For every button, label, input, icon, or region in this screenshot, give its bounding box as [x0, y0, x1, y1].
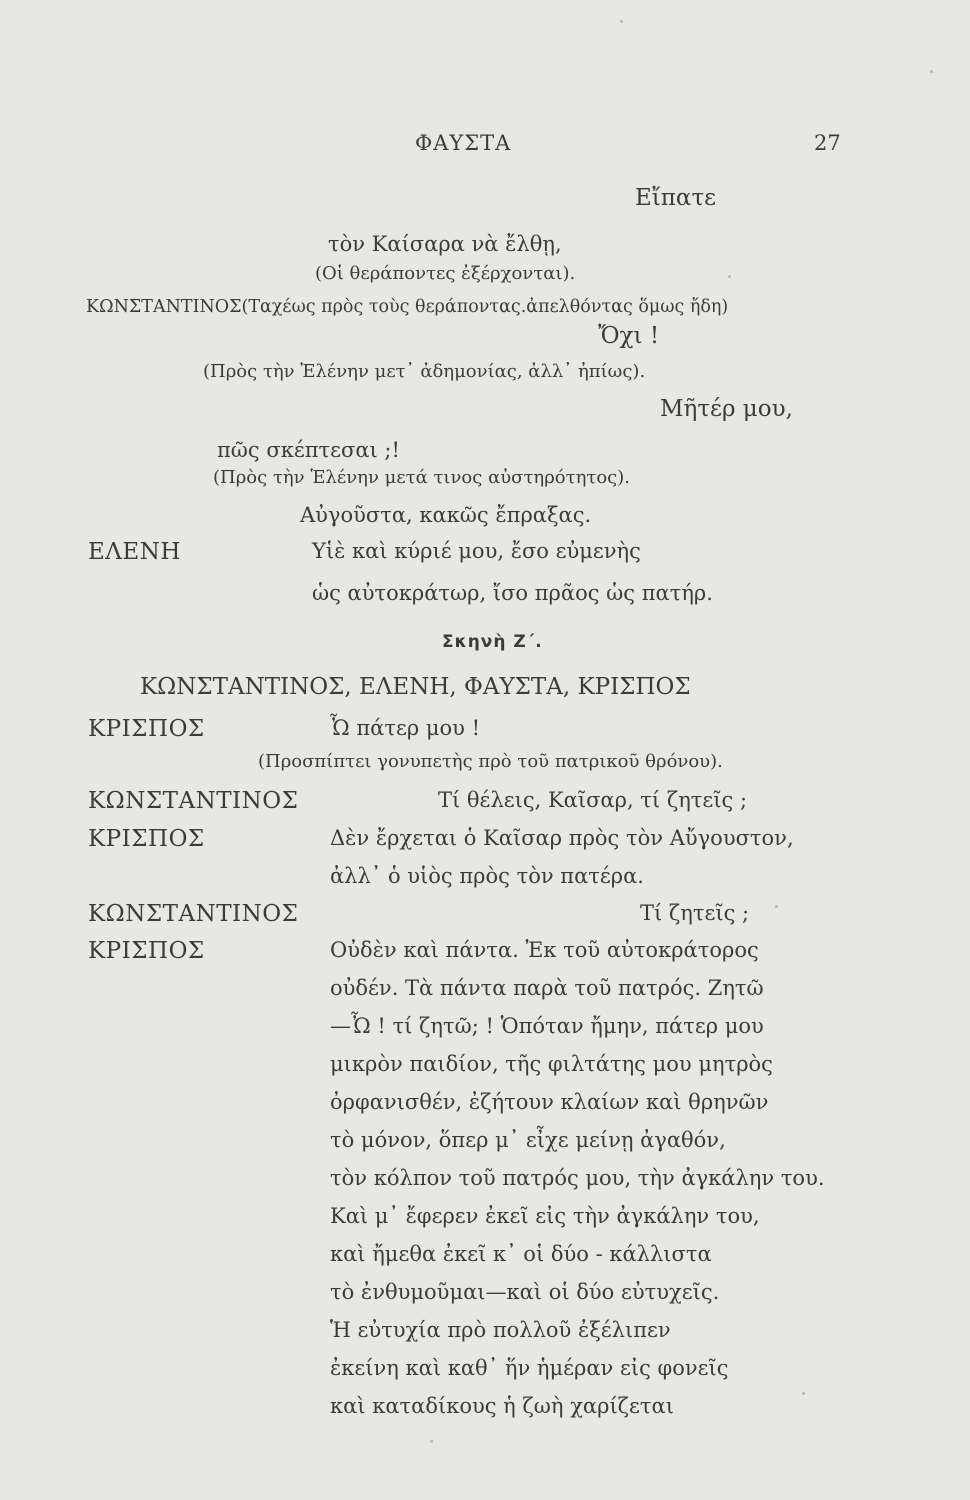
verse-line: τὸν κόλπον τοῦ πατρός μου, τὴν ἀγκάλην του. — [330, 1166, 825, 1190]
verse-line: οὐδέν. Τὰ πάντα παρὰ τοῦ πατρός. Ζητῶ — [330, 976, 764, 1000]
verse-line: τὸ ἐνθυμοῦμαι—καὶ οἱ δύο εὐτυχεῖς. — [330, 1280, 720, 1304]
speaker-name: ΚΩΝΣΤΑΝΤΙΝΟΣ — [88, 788, 299, 814]
paper-speck — [728, 275, 731, 278]
verse-line: Καὶ μ᾽ ἔφερεν ἐκεῖ εἰς τὴν ἀγκάλην του, — [330, 1204, 760, 1228]
verse-line: ὀρφανισθέν, ἐζήτουν κλαίων καὶ θρηνῶν — [330, 1090, 769, 1114]
character-list: ΚΩΝΣΤΑΝΤΙΝΟΣ, ΕΛΕΝΗ, ΦΑΥΣΤΑ, ΚΡΙΣΠΟΣ — [140, 674, 691, 700]
running-title: ΦΑΥΣΤΑ — [415, 131, 512, 155]
verse-line: ἐκείνη καὶ καθ᾽ ἥν ἡμέραν εἰς φονεῖς — [330, 1356, 729, 1380]
verse-line: ὡς αὐτοκράτωρ, ἴσο πρᾶος ὡς πατήρ. — [312, 581, 713, 605]
speaker-name: ΚΡΙΣΠΟΣ — [88, 716, 205, 742]
verse-line: καὶ ἤμεθα ἐκεῖ κ᾽ οἱ δύο - κάλλιστα — [330, 1242, 712, 1266]
verse-line: Ὄχι ! — [598, 323, 660, 349]
verse-line: —Ὦ ! τί ζητῶ; ! Ὁπόταν ἤμην, πάτερ μου — [330, 1014, 764, 1038]
verse-line: Τί ζητεῖς ; — [640, 901, 750, 925]
paper-speck — [775, 905, 778, 908]
verse-line: τὸ μόνον, ὅπερ μ᾽ εἶχε μείνῃ ἀγαθόν, — [330, 1128, 726, 1152]
stage-direction: (Οἱ θεράποντες ἐξέρχονται). — [315, 263, 576, 284]
speaker-name: ΚΡΙΣΠΟΣ — [88, 938, 205, 964]
verse-line: Τί θέλεις, Καῖσαρ, τί ζητεῖς ; — [438, 788, 748, 812]
speaker-name: ΚΩΝΣΤΑΝΤΙΝΟΣ — [88, 901, 299, 927]
speaker-name: ΕΛΕΝΗ — [88, 539, 181, 565]
stage-direction: (Πρὸς τὴν Ἑλένην μετά τινος αὐστηρότητος). — [213, 467, 630, 488]
verse-line: Δὲν ἔρχεται ὁ Καῖσαρ πρὸς τὸν Αὔγουστον, — [330, 826, 794, 850]
paper-speck — [930, 70, 933, 73]
speaker-name: ΚΡΙΣΠΟΣ — [88, 826, 205, 852]
verse-line: Ὦ πάτερ μου ! — [330, 716, 481, 740]
stage-direction: (Προσπίπτει γονυπετὴς πρὸ τοῦ πατρικοῦ θρόνου). — [258, 751, 723, 772]
scene-heading: Σκηνὴ Ζ΄. — [442, 632, 543, 652]
stage-direction: (Πρὸς τὴν Ἑλένην μετ᾽ ἀδημονίας, ἀλλ᾽ ἠπίως). — [203, 361, 646, 382]
paper-speck — [430, 1440, 433, 1443]
verse-line: τὸν Καίσαρα νὰ ἔλθῃ, — [328, 232, 562, 256]
paper-speck — [802, 1392, 805, 1395]
verse-line: ἀλλ᾽ ὁ υἱὸς πρὸς τὸν πατέρα. — [330, 864, 644, 888]
verse-line: καὶ καταδίκους ἡ ζωὴ χαρίζεται — [330, 1394, 674, 1418]
verse-line: Ἡ εὐτυχία πρὸ πολλοῦ ἐξέλιπεν — [330, 1318, 671, 1342]
verse-line: πῶς σκέπτεσαι ;! — [217, 438, 400, 462]
stage-direction: ΚΩΝΣΤΑΝΤΙΝΟΣ(Ταχέως πρὸς τοὺς θεράποντας.ἀπελθόντας ὅμως ἤδη) — [86, 297, 729, 317]
page-number: 27 — [814, 131, 841, 155]
verse-line: Οὐδὲν καὶ πάντα. Ἐκ τοῦ αὐτοκράτορος — [330, 938, 759, 962]
verse-line: Μῆτέρ μου, — [660, 396, 793, 422]
verse-line: Εἴπατε — [635, 185, 717, 211]
verse-line: Υἱὲ καὶ κύριέ μου, ἔσο εὐμενὴς — [312, 539, 641, 563]
verse-line: μικρὸν παιδίον, τῆς φιλτάτης μου μητρὸς — [330, 1052, 773, 1076]
paper-speck — [620, 20, 623, 23]
verse-line: Αὐγοῦστα, κακῶς ἔπραξας. — [300, 503, 592, 527]
